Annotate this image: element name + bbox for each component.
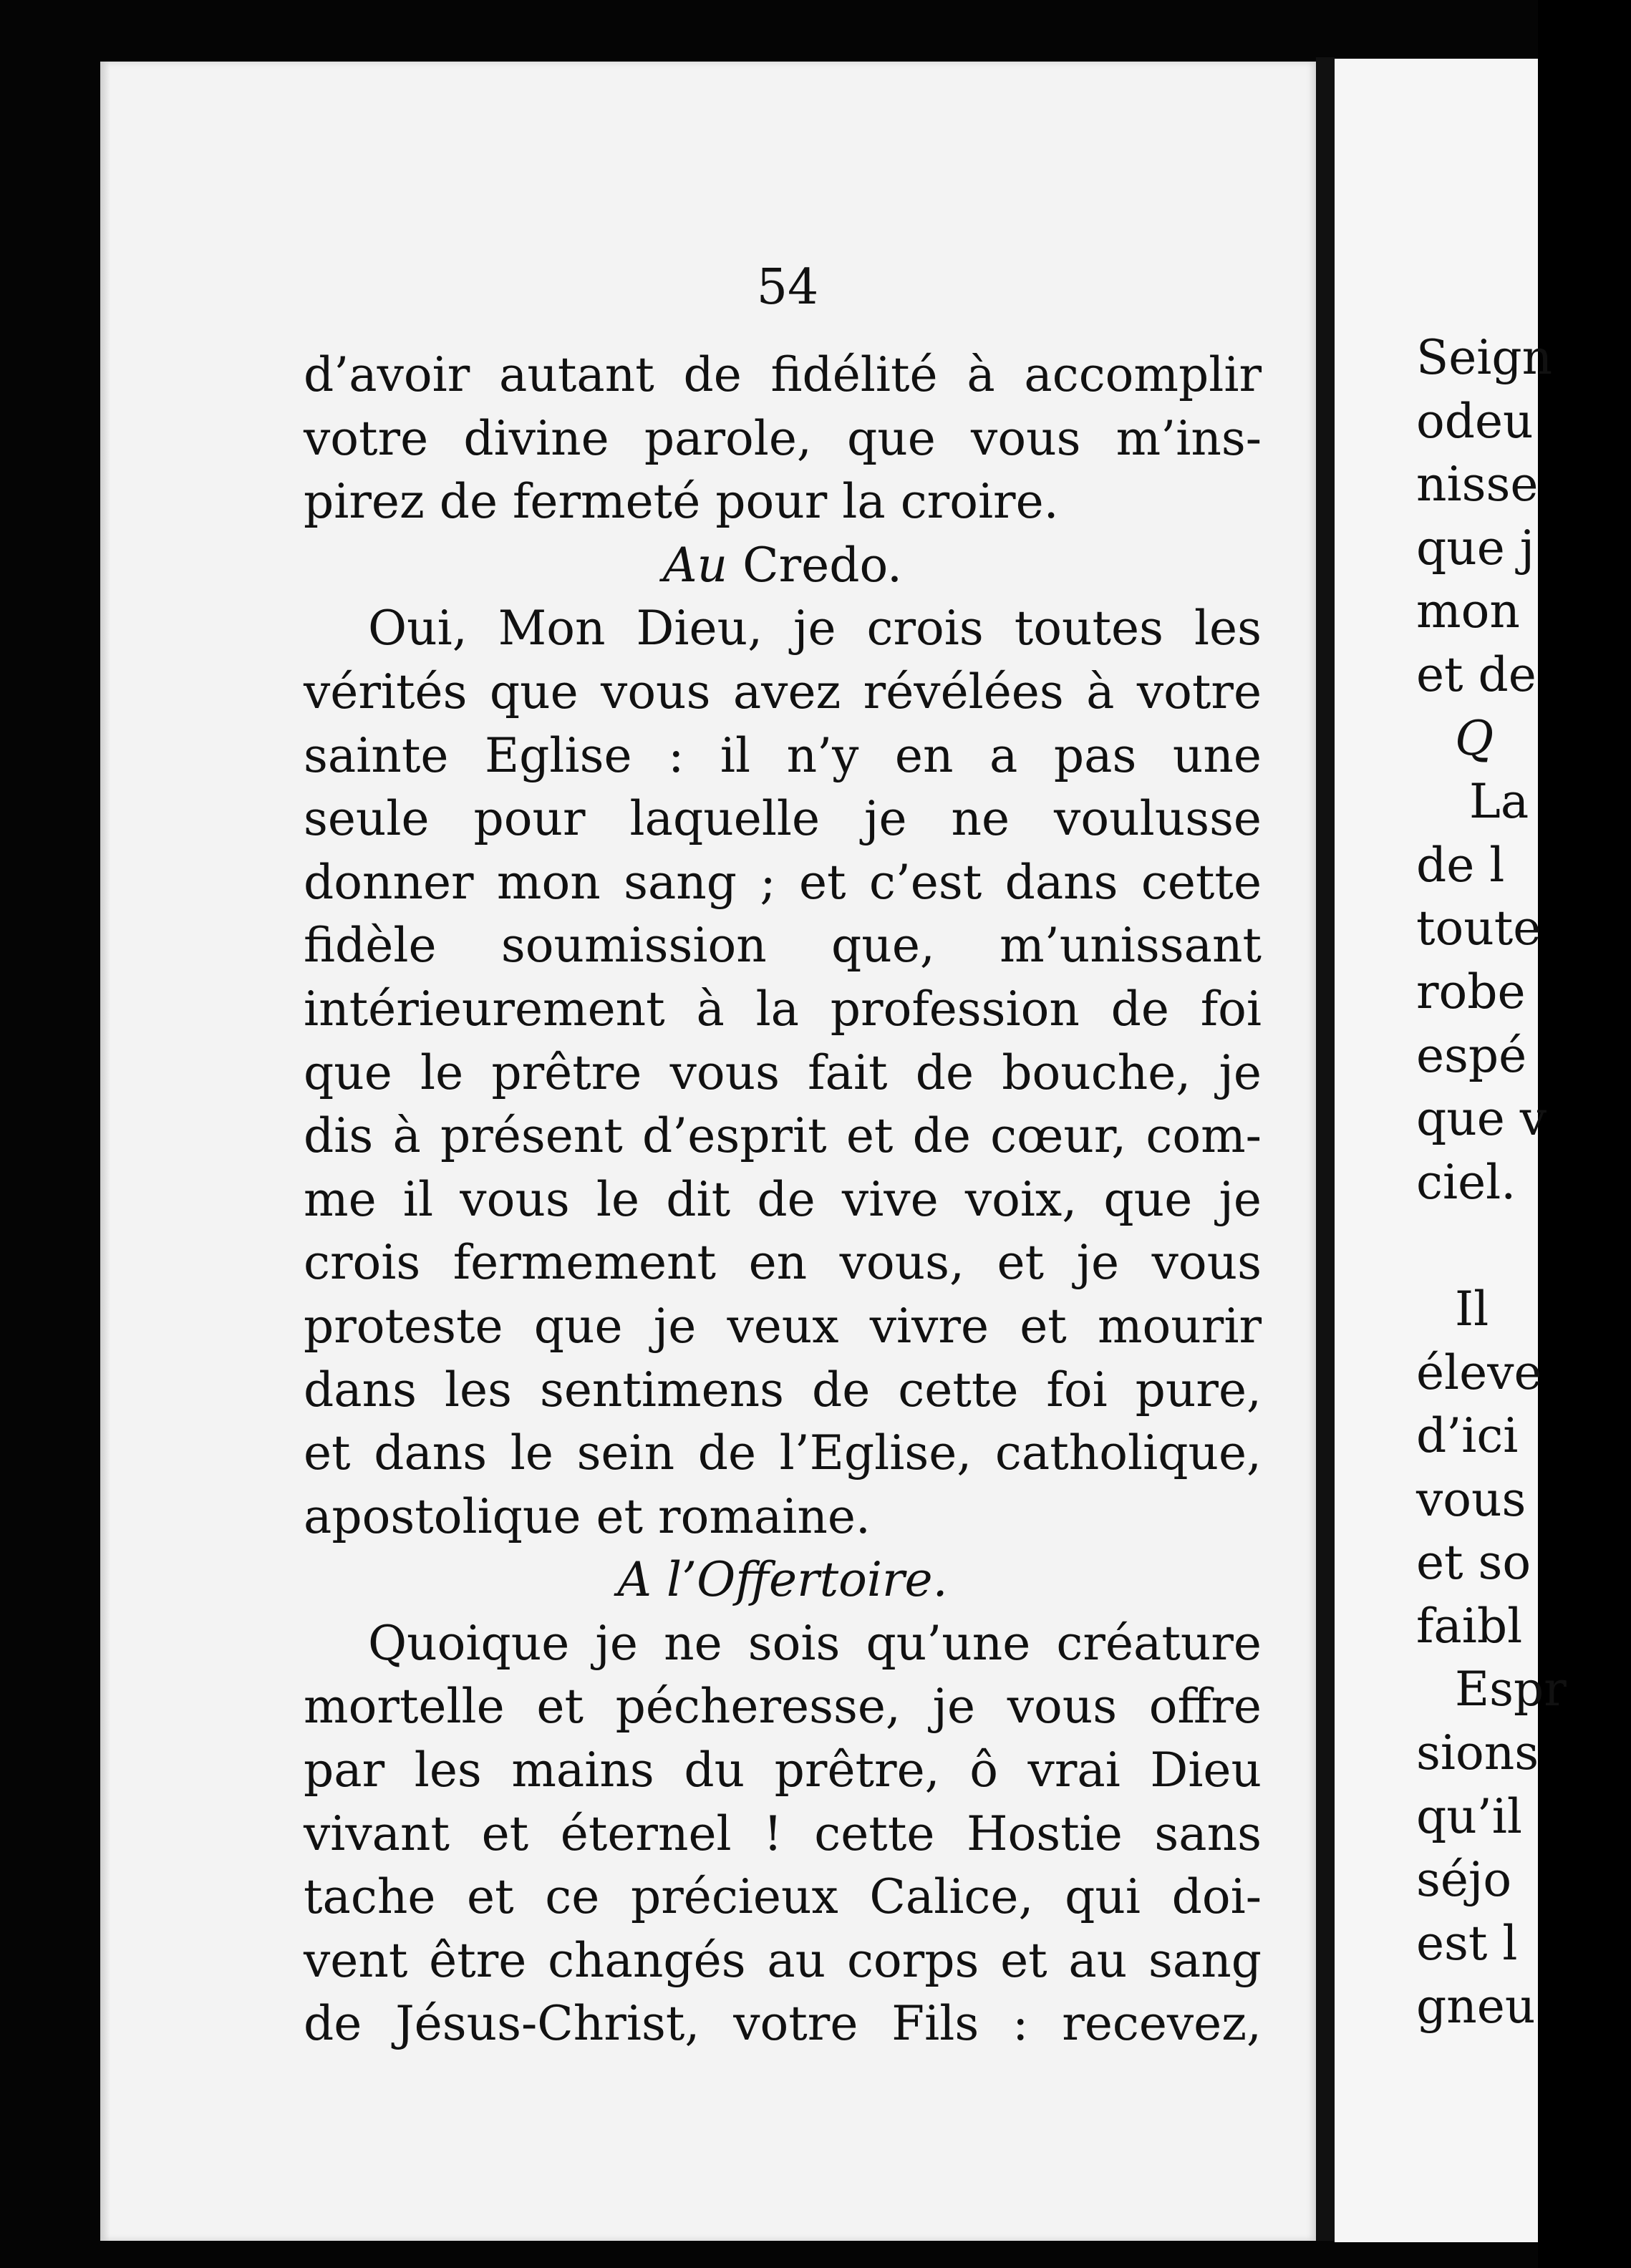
text-line: donner mon sang ; et c’est dans cette xyxy=(304,854,1262,910)
text-line: tache et ce précieux Calice, qui doi- xyxy=(304,1869,1262,1925)
text-line: dis à présent d’esprit et de cœur, com- xyxy=(304,1108,1262,1164)
text-line: pirez de fermeté pour la croire. xyxy=(304,474,1059,530)
heading-rest: Credo. xyxy=(727,537,903,593)
fragment-line: que v xyxy=(1416,1091,1547,1147)
fragment-line: mon xyxy=(1416,583,1520,639)
book-gutter xyxy=(1316,57,1335,2241)
text-line: de Jésus-Christ, votre Fils : recevez, xyxy=(304,1996,1262,2052)
fragment-line: d’ici xyxy=(1416,1408,1519,1464)
fragment-line: et de xyxy=(1416,646,1536,702)
section-heading-credo xyxy=(304,534,1262,598)
text-line: fidèle soumission que, m’unissant xyxy=(304,918,1262,974)
text-line: vent être changés au corps et au sang xyxy=(304,1932,1262,1988)
right-page-text xyxy=(1416,326,1631,2039)
text-line: seule pour laquelle je ne voulusse xyxy=(304,791,1262,847)
fragment-line: sions xyxy=(1416,1725,1539,1781)
main-text xyxy=(304,344,1262,2056)
fragment-line: La xyxy=(1469,774,1529,830)
text-line: vérités que vous avez révélées à votre xyxy=(304,664,1262,719)
fragment-line: Q xyxy=(1455,710,1494,766)
text-line: vivant et éternel ! cette Hostie sans xyxy=(304,1806,1262,1861)
fragment-line: que j xyxy=(1416,520,1535,576)
fragment-line: faibl xyxy=(1416,1598,1523,1654)
fragment-line: qu’il xyxy=(1416,1788,1522,1844)
fragment-line: Il xyxy=(1455,1281,1489,1337)
fragment-line: Espr xyxy=(1455,1662,1567,1717)
fragment-spacer xyxy=(1416,1214,1631,1278)
heading-italic: A l’Offertoire. xyxy=(617,1552,948,1608)
text-line: par les mains du prêtre, ô vrai Dieu xyxy=(304,1743,1262,1798)
text-line: intérieurement à la profession de foi xyxy=(304,981,1262,1037)
fragment-line: séjo xyxy=(1416,1852,1512,1908)
fragment-line: Seign xyxy=(1416,330,1553,385)
text-line: apostolique et romaine. xyxy=(304,1488,871,1544)
fragment-line: ciel. xyxy=(1416,1154,1516,1210)
page-edge-shadow xyxy=(100,62,110,2241)
fragment-line: et so xyxy=(1416,1535,1531,1591)
text-line: sainte Eglise : il n’y en a pas une xyxy=(304,727,1262,783)
text-line: me il vous le dit de vive voix, que je xyxy=(304,1171,1262,1227)
text-line: votre divine parole, que vous m’ins- xyxy=(304,410,1262,466)
text-line: Quoique je ne sois qu’une créature xyxy=(368,1615,1262,1671)
fragment-line: espé xyxy=(1416,1027,1527,1083)
fragment-line: de l xyxy=(1416,837,1505,893)
text-line: Oui, Mon Dieu, je crois toutes les xyxy=(368,601,1262,656)
text-line: que le prêtre vous fait de bouche, je xyxy=(304,1045,1262,1100)
fragment-line: robe xyxy=(1416,964,1526,1019)
text-line: dans les sentimens de cette foi pure, xyxy=(304,1362,1262,1418)
text-line: d’avoir autant de fidélité à accomplir xyxy=(304,347,1262,402)
fragment-line: éleve xyxy=(1416,1344,1542,1400)
fragment-line: odeu xyxy=(1416,393,1534,449)
section-heading-offertoire xyxy=(304,1549,1262,1612)
page-number: 54 xyxy=(756,259,819,316)
text-line: proteste que je veux vivre et mourir xyxy=(304,1298,1262,1354)
fragment-line: toute xyxy=(1416,901,1542,956)
text-line: mortelle et pécheresse, je vous offre xyxy=(304,1679,1262,1735)
heading-italic: Au xyxy=(662,537,728,593)
fragment-line: vous xyxy=(1416,1471,1526,1527)
fragment-line: gneu xyxy=(1416,1979,1536,2035)
text-line: crois fermement en vous, et je vous xyxy=(304,1235,1262,1291)
fragment-line: nisse xyxy=(1416,457,1539,513)
text-line: et dans le sein de l’Eglise, catholique, xyxy=(304,1425,1262,1481)
fragment-line: est l xyxy=(1416,1915,1518,1971)
